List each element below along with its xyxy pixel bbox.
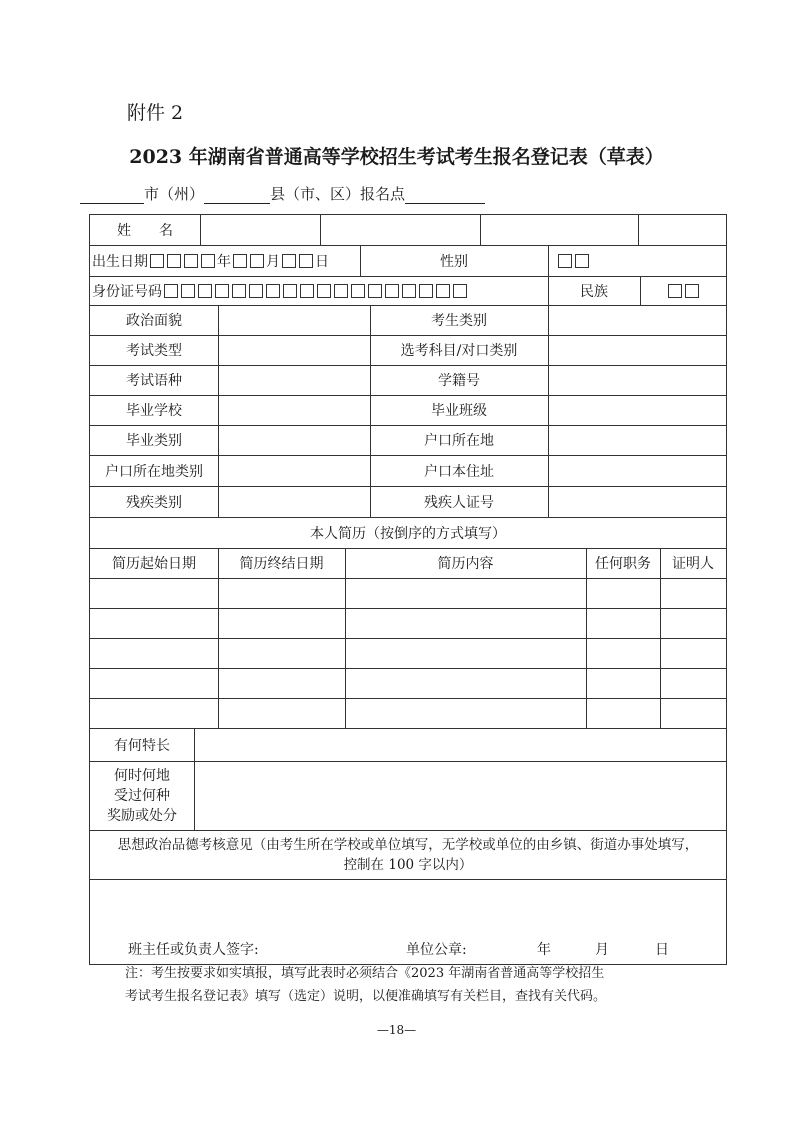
resume-header-witness: 证明人 xyxy=(672,556,714,572)
city-label: 市（州） xyxy=(144,185,205,203)
id-number-label: 身份证号码 xyxy=(92,283,162,300)
field-label-exam-type: 考试类型 xyxy=(126,343,182,359)
gender-field[interactable] xyxy=(548,245,726,276)
review-header-line1: 思想政治品德考核意见（由考生所在学校或单位填写，无学校或单位的由乡镇、街道办事处填写， xyxy=(117,836,699,853)
birth-month-unit: 月 xyxy=(266,253,280,270)
review-header-line2: 控制在 100 字以内） xyxy=(343,856,473,873)
unit-stamp-label: 单位公章: xyxy=(406,942,467,958)
field-label-hukou-location: 户口所在地 xyxy=(424,433,494,449)
teacher-signature-label: 班主任或负责人签字: xyxy=(128,942,259,958)
awards-label-line2: 受过何种 xyxy=(114,787,170,804)
registration-form xyxy=(89,214,727,965)
ethnic-label: 民族 xyxy=(580,283,608,300)
ethnic-boxes[interactable] xyxy=(668,284,699,298)
review-header xyxy=(90,830,726,879)
sign-day-label: 日 xyxy=(655,942,669,958)
birth-date-label: 出生日期 xyxy=(92,253,148,270)
city-blank[interactable] xyxy=(80,185,144,204)
county-blank[interactable] xyxy=(204,185,270,204)
birth-day-unit: 日 xyxy=(315,253,329,270)
awards-label-line1: 何时何地 xyxy=(114,767,170,784)
county-label: 县（市、区）报名点 xyxy=(270,185,406,203)
resume-header-content: 简历内容 xyxy=(437,556,494,572)
awards-field[interactable] xyxy=(194,761,726,830)
birth-day-boxes[interactable] xyxy=(282,254,313,268)
note-line-1: 注：考生按要求如实填报，填写此表时必须结合《2023 年湖南省普通高等学校招生 xyxy=(125,966,605,981)
specialty-label: 有何特长 xyxy=(114,737,170,754)
field-label-elective-subject: 选考科目/对口类别 xyxy=(400,343,518,359)
location-line xyxy=(80,183,485,204)
field-label-graduate-category: 毕业类别 xyxy=(126,433,182,449)
birth-year-boxes[interactable] xyxy=(150,254,215,268)
resume-header-position: 任何职务 xyxy=(595,556,651,572)
field-label-graduate-class: 毕业班级 xyxy=(431,403,487,419)
gender-label: 性别 xyxy=(440,253,468,270)
field-label-political: 政治面貌 xyxy=(126,313,182,329)
awards-label-line3: 奖励或处分 xyxy=(107,807,177,824)
field-label-hukou-address: 户口本住址 xyxy=(424,463,494,480)
ethnic-field[interactable] xyxy=(640,276,726,305)
specialty-field[interactable] xyxy=(194,728,726,761)
id-number-group xyxy=(90,276,548,305)
resume-header-end: 简历终结日期 xyxy=(239,556,324,572)
resume-header-start: 简历起始日期 xyxy=(112,556,196,572)
sign-year-label: 年 xyxy=(537,942,551,958)
page-number: —18— xyxy=(376,1023,417,1037)
birth-month-boxes[interactable] xyxy=(233,254,264,268)
field-label-hukou-category: 户口所在地类别 xyxy=(105,463,203,480)
name-field[interactable] xyxy=(200,215,320,245)
id-number-boxes[interactable] xyxy=(164,284,467,298)
attachment-label: 附件 2 xyxy=(127,102,184,124)
field-label-student-id: 学籍号 xyxy=(438,373,480,389)
name-label: 姓 名 xyxy=(117,223,173,239)
field-label-graduate-school: 毕业学校 xyxy=(126,403,182,419)
birth-date-group xyxy=(90,245,360,276)
gender-boxes[interactable] xyxy=(558,254,589,268)
field-label-disability-category: 残疾类别 xyxy=(126,494,182,511)
sign-month-label: 月 xyxy=(595,942,609,958)
field-label-disability-cert: 残疾人证号 xyxy=(424,494,494,511)
field-label-exam-language: 考试语种 xyxy=(126,373,182,389)
field-label-candidate-category: 考生类别 xyxy=(431,313,487,329)
birth-year-unit: 年 xyxy=(217,253,231,270)
signup-point-blank[interactable] xyxy=(405,185,485,204)
resume-title: 本人简历（按倒序的方式填写） xyxy=(310,525,506,542)
form-title: 2023 年湖南省普通高等学校招生考试考生报名登记表（草表） xyxy=(129,146,664,168)
awards-label xyxy=(90,761,194,830)
note-line-2: 考试考生报名登记表》填写（选定）说明，以便准确填写有关栏目，查找有关代码。 xyxy=(125,989,607,1004)
